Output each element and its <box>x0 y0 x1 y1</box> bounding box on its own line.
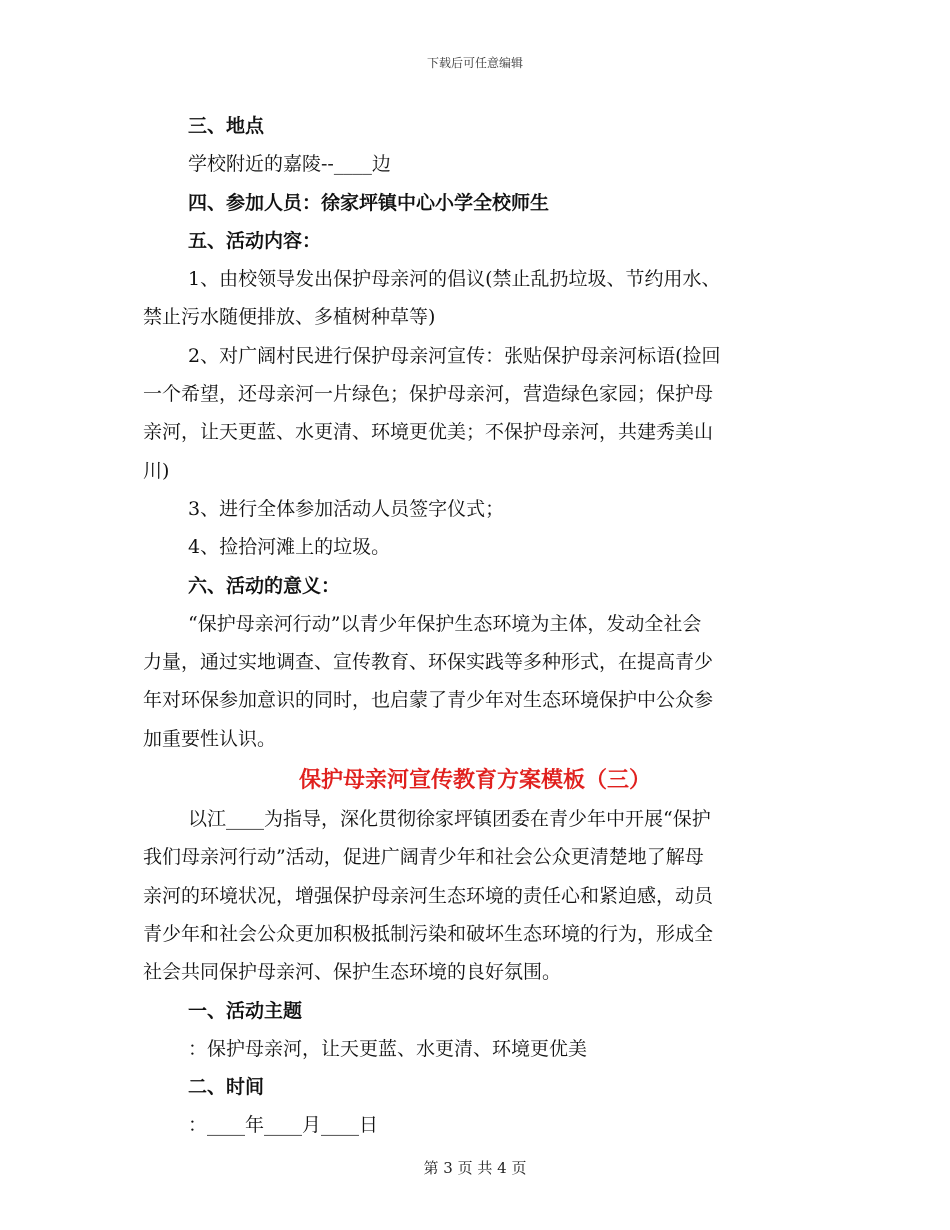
paragraph-line: 我们母亲河行动”活动，促进广阔青少年和社会公众更清楚地了解母 <box>143 846 704 869</box>
paragraph-line: 1、由校领导发出保护母亲河的倡议(禁止乱扔垃圾、节约用水、 <box>188 268 721 291</box>
paragraph-line: “保护母亲河行动”以青少年保护生态环境为主体，发动全社会 <box>188 612 702 635</box>
paragraph-line: 亲河的环境状况，增强保护母亲河生态环境的责任心和紧迫感，动员 <box>143 884 714 907</box>
section-heading: 三、地点 <box>188 115 265 137</box>
paragraph-line: 3、进行全体参加活动人员签字仪式； <box>188 497 505 520</box>
paragraph-line: 学校附近的嘉陵--____边 <box>188 153 391 176</box>
section-heading: 六、活动的意义： <box>188 574 341 597</box>
section-heading: 一、活动主题 <box>188 999 303 1022</box>
page-footer: 第 3 页 共 4 页 <box>423 1159 527 1177</box>
section-heading: 五、活动内容： <box>188 229 322 252</box>
paragraph-line: 禁止污水随便排放、多植树种草等) <box>143 306 436 329</box>
paragraph-line: ：保护母亲河，让天更蓝、水更清、环境更优美 <box>188 1037 588 1060</box>
section-heading: 二、时间 <box>188 1076 265 1099</box>
paragraph-line: 加重要性认识。 <box>143 727 277 750</box>
paragraph-line: ：____年____月____日 <box>188 1114 379 1137</box>
paragraph-line: 青少年和社会公众更加积极抵制污染和破坏生态环境的行为，形成全 <box>143 922 714 945</box>
paragraph-line: 亲河，让天更蓝、水更清、环境更优美；不保护母亲河，共建秀美山 <box>143 421 714 444</box>
paragraph-line: 川) <box>143 459 170 482</box>
paragraph-line: 以江____为指导，深化贯彻徐家坪镇团委在青少年中开展“保护 <box>188 808 711 831</box>
paragraph-line: 力量，通过实地调查、宣传教育、环保实践等多种形式，在提高青少 <box>143 651 714 674</box>
paragraph-line: 一个希望，还母亲河一片绿色；保护母亲河，营造绿色家园；保护母 <box>143 383 714 406</box>
paragraph-line: 2、对广阔村民进行保护母亲河宣传：张贴保护母亲河标语(捡回 <box>188 344 721 367</box>
paragraph-line: 社会共同保护母亲河、保护生态环境的良好氛围。 <box>143 961 562 984</box>
paragraph-line: 4、捡拾河滩上的垃圾。 <box>188 536 391 559</box>
document-body <box>143 107 807 1145</box>
section-heading: 四、参加人员：徐家坪镇中心小学全校师生 <box>188 191 550 214</box>
section-title: 保护母亲河宣传教育方案模板（三） <box>298 767 651 794</box>
paragraph-line: 年对环保参加意识的同时，也启蒙了青少年对生态环境保护中公众参 <box>143 689 714 712</box>
page-header: 下载后可任意编辑 <box>426 56 523 70</box>
